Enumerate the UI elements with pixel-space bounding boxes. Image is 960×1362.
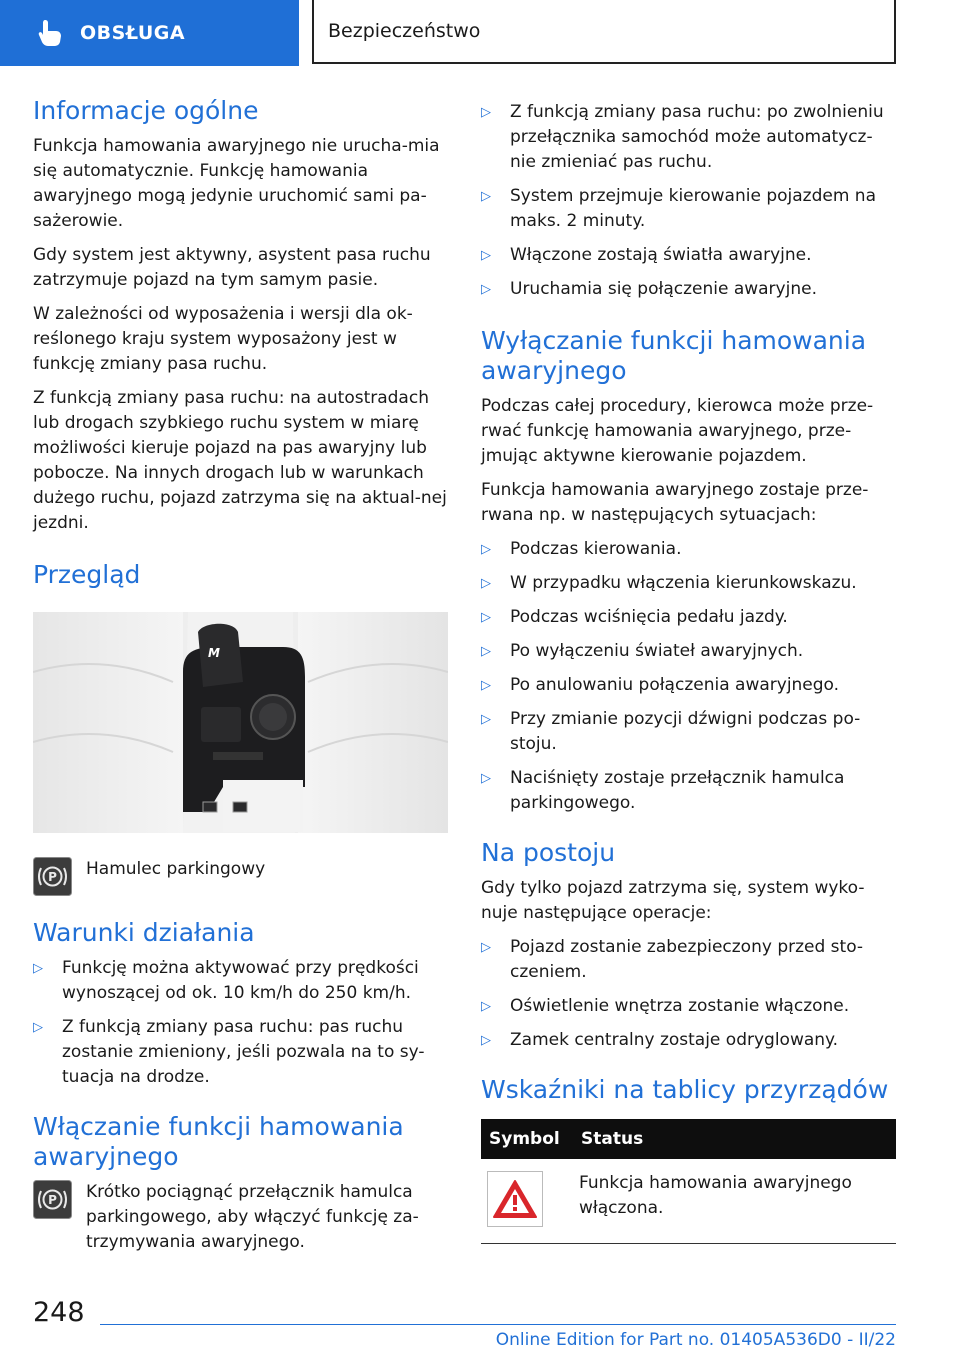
paragraph: Gdy system jest aktywny, asystent pasa ruchu zatrzymuje pojazd na tym samym pasie. [33,245,431,290]
list-item: ▷ Oświetlenie wnętrza zostanie włączone. [481,994,896,1019]
paragraph: Funkcja hamowania awaryjnego zostaje prze-rwana np. w następujących sytuacjach: [481,480,869,525]
symbol-status-table [481,1119,896,1244]
status-cell: Funkcja hamowania awaryjnego włączona. [573,1159,896,1244]
list-item: ▷ W przypadku włączenia kierunkowskazu. [481,571,896,596]
parking-brake-icon [33,857,72,896]
parking-brake-legend [33,857,448,896]
paragraph: Funkcja hamowania awaryjnego nie urucha-mia się automatycznie. Funkcję hamowania awaryjnego mogą jedynie uruchomić sami pa-sażerowie. [33,136,440,231]
list-item: ▷ Przy zmianie pozycji dźwigni podczas po-stoju. [481,707,896,757]
activate-text: Krótko pociągnąć przełącznik hamulca parkingowego, aby włączyć funkcję za-trzymywania awaryjnego. [86,1182,419,1252]
list-item: ▷ Po anulowaniu połączenia awaryjnego. [481,673,896,698]
activate-instruction [33,1180,448,1255]
chapter-label: OBSŁUGA [80,22,186,44]
page-number: 248 [33,1297,85,1328]
standstill-list [481,935,896,1053]
list-item: ▷ Z funkcją zmiany pasa ruchu: po zwolnieniu przełącznika samochód może automatycz-nie zmieniać pas ruchu. [481,100,896,175]
paragraph: W zależności od wyposażenia i wersji dla ok-reślonego kraju system wyposażony jest w funkcję zmiany pasa ruchu. [33,304,413,374]
footer-divider [100,1324,896,1325]
list-item: ▷ Naciśnięty zostaje przełącznik hamulca parkingowego. [481,766,896,816]
column-header-symbol: Symbol [481,1119,573,1159]
parking-brake-icon [33,1180,72,1219]
list-item: ▷ Podczas wciśnięcia pedału jazdy. [481,605,896,630]
list-item: ▷ Funkcję można aktywować przy prędkości wynoszącej od ok. 10 km/h do 250 km/h. [33,956,448,1006]
left-column [33,96,448,1275]
heading-general-info: Informacje ogólne [33,96,259,125]
table-header-row [481,1119,896,1159]
list-item: ▷ Zamek centralny zostaje odryglowany. [481,1028,896,1053]
heading-conditions: Warunki działania [33,918,255,947]
list-item: ▷ Pojazd zostanie zabezpieczony przed sto-czeniem. [481,935,896,985]
list-item: ▷ Uruchamia się połączenie awaryjne. [481,277,896,302]
list-item: ▷ Podczas kierowania. [481,537,896,562]
paragraph: Podczas całej procedury, kierowca może prze-rwać funkcję hamowania awaryjnego, prze-jmując aktywne kierowanie pojazdem. [481,396,874,466]
symbol-cell [481,1159,573,1244]
list-item: ▷ Włączone zostają światła awaryjne. [481,243,896,268]
parking-brake-label: Hamulec parkingowy [86,859,266,879]
list-item: ▷ System przejmuje kierowanie pojazdem na maks. 2 minuty. [481,184,896,234]
page-header [0,0,960,66]
svg-text:P: P [48,870,57,884]
column-header-status: Status [573,1119,896,1159]
heading-deactivate: Wyłączanie funkcji hamowania awaryjnego [481,326,867,385]
right-column [481,100,896,1244]
heading-activate: Włączanie funkcji hamowania awaryjnego [33,1112,404,1171]
heading-indicators: Wskaźniki na tablicy przyrządów [481,1075,889,1104]
paragraph: Gdy tylko pojazd zatrzyma się, system wyko-nuje następujące operacje: [481,878,865,923]
table-row [481,1159,896,1244]
warning-symbol-box [487,1171,543,1227]
hand-pointer-icon [36,18,64,48]
svg-text:P: P [48,1193,57,1207]
section-title: Bezpieczeństwo [328,20,481,42]
chapter-tab [0,0,299,66]
list-item: ▷ Po wyłączeniu świateł awaryjnych. [481,639,896,664]
heading-overview: Przegląd [33,560,141,589]
heading-standstill: Na postoju [481,838,616,867]
warning-triangle-icon [492,1178,538,1220]
deactivation-list [481,537,896,816]
activation-effects-list [481,100,896,302]
conditions-list [33,956,448,1090]
svg-text:M: M [208,646,220,660]
paragraph: Z funkcją zmiany pasa ruchu: na autostradach lub drogach szybkiego ruchu system w miarę możliwości kieruje pojazd na pas awaryjny lub pobocze. Na innych drogach lub w warunkach dużego ruchu, pojazd zatrzyma się na aktual-nej jezdni. [33,388,447,533]
edition-info: Online Edition for Part no. 01405A536D0 - II/22 [495,1330,896,1350]
section-title-box [312,0,896,64]
list-item: ▷ Z funkcją zmiany pasa ruchu: pas ruchu zostanie zmieniony, jeśli pozwala na to sy-tuacja na drodze. [33,1015,448,1090]
center-console-photo [33,612,448,833]
